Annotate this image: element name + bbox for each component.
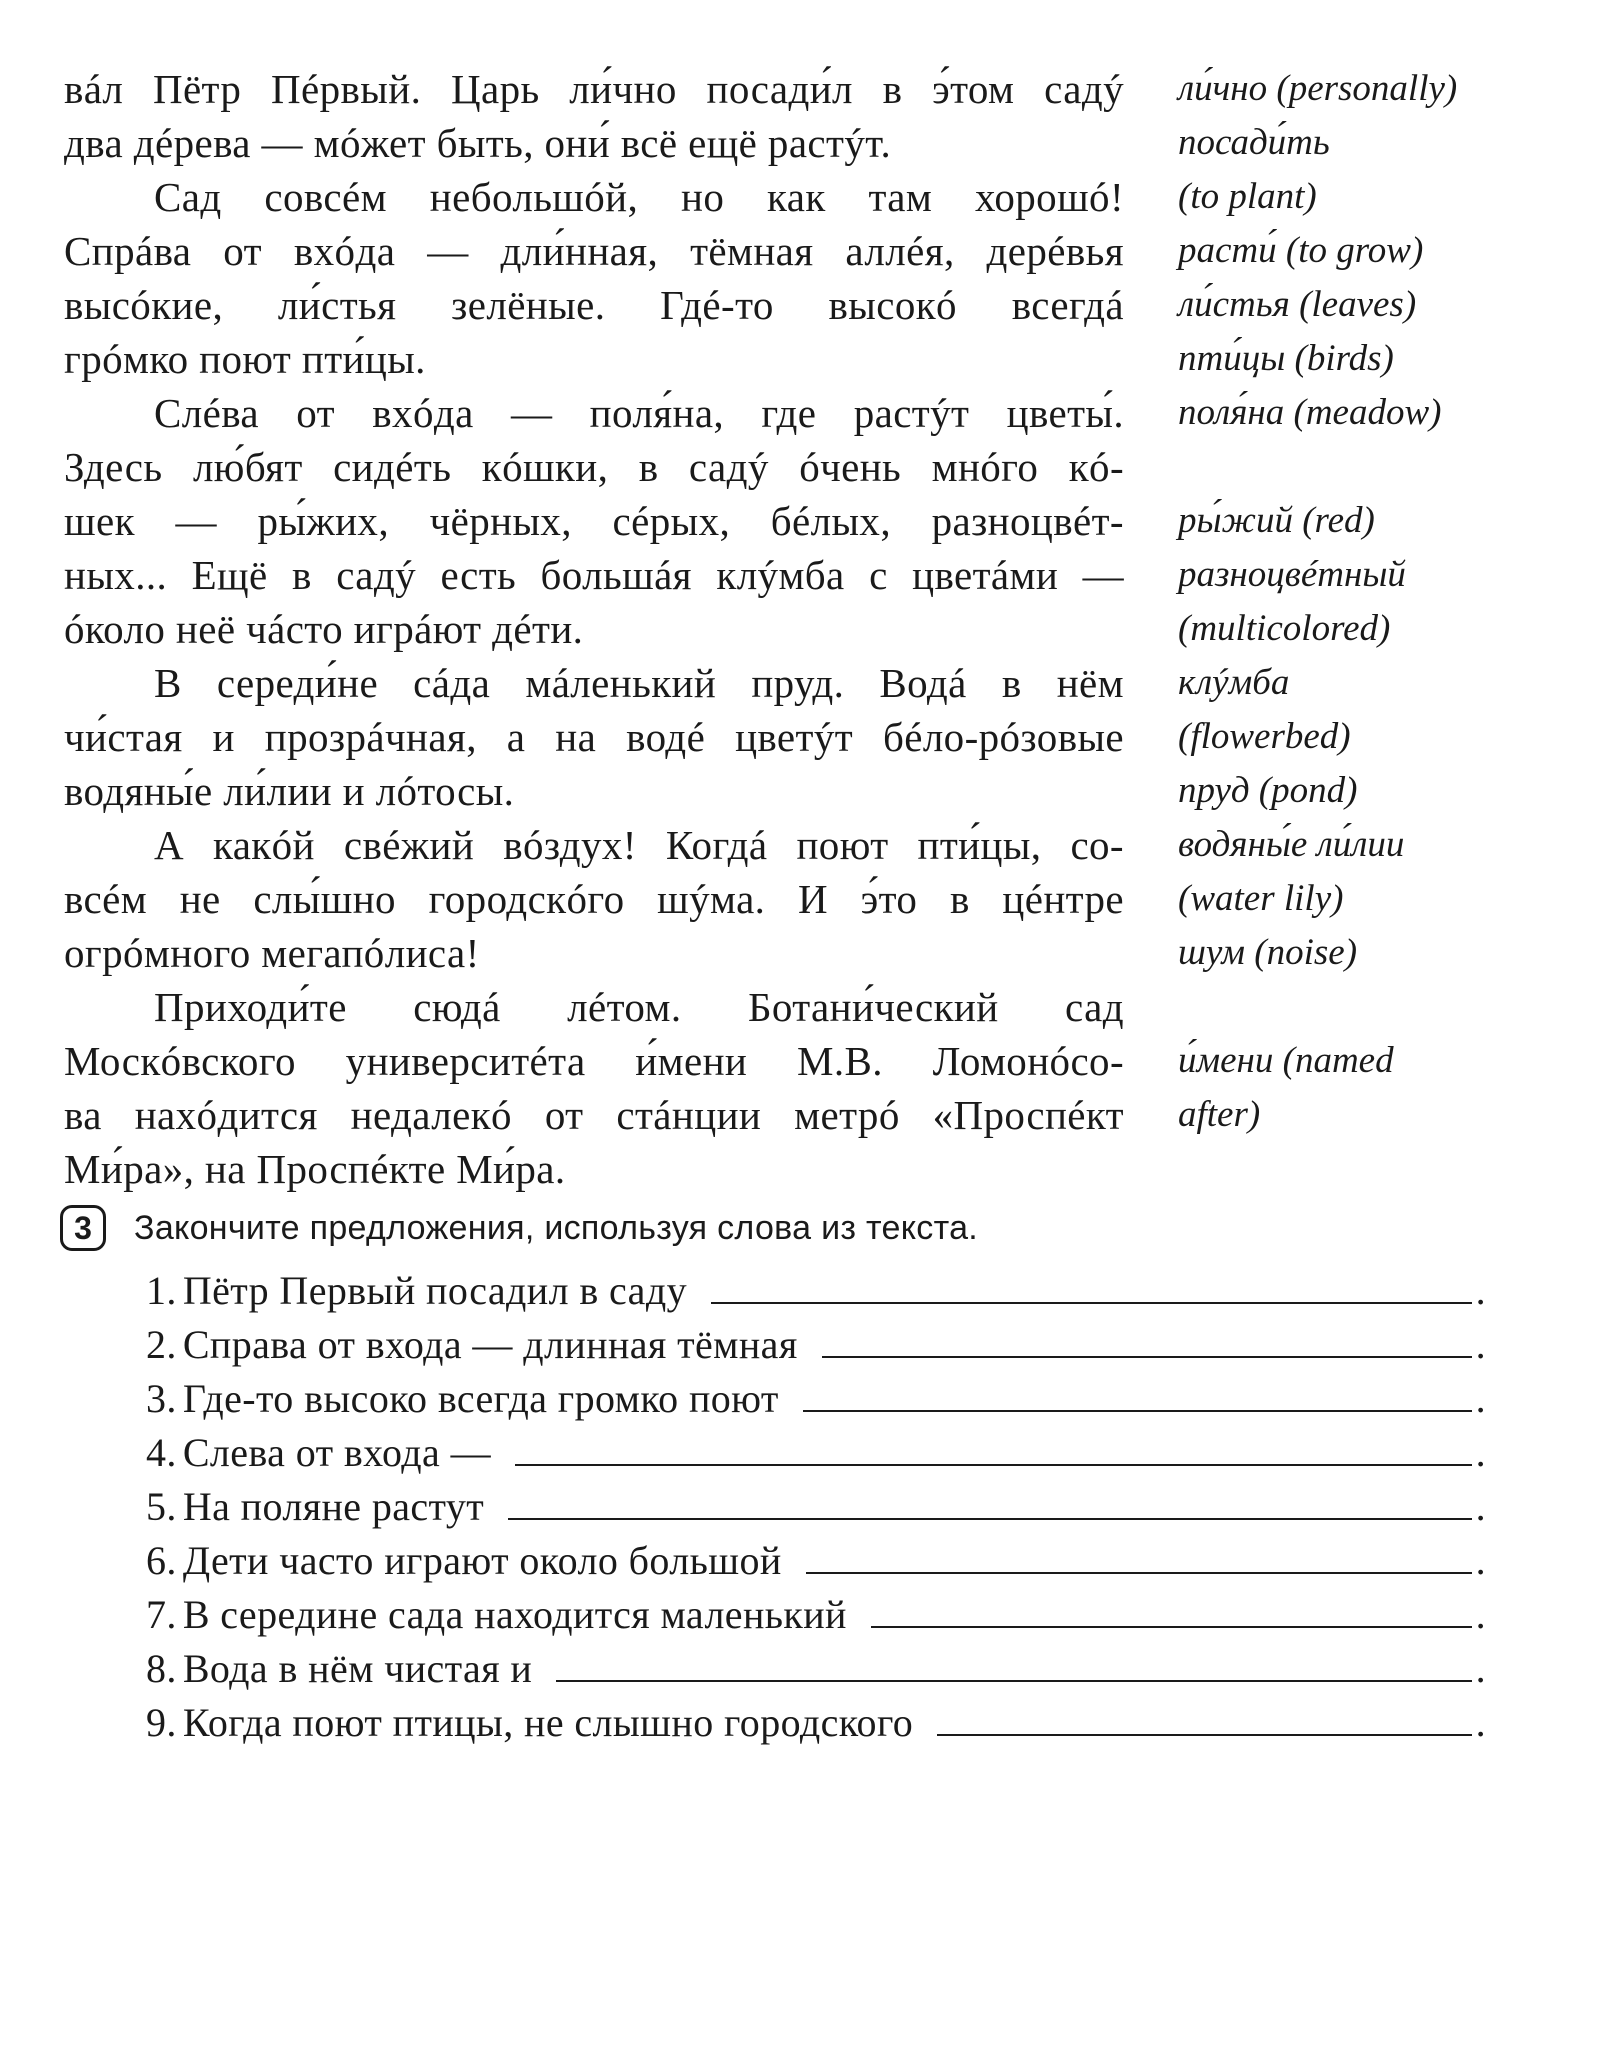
glossary-entry: (flowerbed) [1178, 716, 1351, 757]
text-line: два дéрева — мóжет быть, они́ всё ещё растýт. [64, 120, 892, 166]
exercise-number: 1. [146, 1268, 177, 1313]
exercise-number: 6. [146, 1538, 177, 1583]
task-number-badge: 3 [60, 1205, 106, 1251]
text-line: шек — ры́жих, чёрных, сéрых, бéлых, разноцвéт- [64, 498, 1124, 544]
glossary-entry: after) [1178, 1094, 1261, 1135]
exercise-period: . [1475, 1484, 1486, 1529]
text-line: Москóвского университéта и́мени М.В. Ломонóсо- [64, 1038, 1124, 1084]
glossary-entry: поля́на (meadow) [1178, 392, 1442, 433]
answer-blank[interactable] [822, 1320, 1472, 1358]
text-line: ва нахóдится недалекó от стáнции метрó «Проспéкт [64, 1092, 1124, 1138]
text-line: огрóмного мегапóлиса! [64, 930, 480, 976]
glossary-entry: пруд (pond) [1178, 770, 1358, 811]
text-line: Спрáва от вхóда — дли́нная, тёмная аллéя, дерéвья [64, 228, 1124, 274]
exercise-prompt: Когда поют птицы, не слышно городского [182, 1700, 914, 1745]
glossary-entry: и́мени (named [1178, 1040, 1394, 1081]
glossary-entry: посади́ть [1178, 122, 1330, 163]
text-line: А какóй свéжий вóздух! Когдá поют пти́цы, со- [154, 822, 1124, 868]
exercise-prompt: Дети часто играют около большой [182, 1538, 782, 1583]
text-line: óколо неё чáсто игрáют дéти. [64, 606, 584, 652]
exercise-prompt: На поляне растут [182, 1484, 485, 1529]
exercise-period: . [1475, 1538, 1486, 1583]
glossary-entry: клýмба [1178, 662, 1290, 703]
exercise-item [146, 1534, 1486, 1588]
exercise-number: 7. [146, 1592, 177, 1637]
text-line: Здесь лю́бят сидéть кóшки, в садý óчень мнóго кó- [64, 444, 1124, 490]
exercise-prompt: Справа от входа — длинная тёмная [182, 1322, 798, 1367]
exercise-prompt: Где-то высоко всегда громко поют [182, 1376, 779, 1421]
glossary-entry: (to plant) [1178, 176, 1317, 217]
exercise-item [146, 1696, 1486, 1750]
exercise-period: . [1475, 1268, 1486, 1313]
glossary-entry: шум (noise) [1178, 932, 1358, 973]
exercise-number: 9. [146, 1700, 177, 1745]
exercise-number: 3. [146, 1376, 177, 1421]
exercise-number: 8. [146, 1646, 177, 1691]
task-header [60, 1200, 978, 1256]
text-line: Слéва от вхóда — поля́на, где растýт цветы́. [154, 390, 1124, 436]
glossary-entry: пти́цы (birds) [1178, 338, 1394, 379]
answer-blank[interactable] [803, 1374, 1472, 1412]
exercise-number: 4. [146, 1430, 177, 1475]
exercise-item [146, 1588, 1486, 1642]
exercise-prompt: В середине сада находится маленький [182, 1592, 847, 1637]
glossary-entry: (multicolored) [1178, 608, 1391, 649]
text-line: Ми́ра», на Проспéкте Ми́ра. [64, 1146, 566, 1192]
text-line: высóкие, ли́стья зелёные. Гдé-то высокó всегдá [64, 282, 1124, 328]
exercise-period: . [1475, 1700, 1486, 1745]
exercise-prompt: Вода в нём чистая и [182, 1646, 533, 1691]
answer-blank[interactable] [508, 1482, 1471, 1520]
exercise-period: . [1475, 1322, 1486, 1367]
glossary-entry: расти́ (to grow) [1178, 230, 1424, 271]
answer-blank[interactable] [556, 1644, 1471, 1682]
exercise-prompt: Пётр Первый посадил в саду [182, 1268, 687, 1313]
answer-blank[interactable] [711, 1266, 1472, 1304]
glossary-entry: ры́жий (red) [1178, 500, 1375, 541]
exercise-number: 2. [146, 1322, 177, 1367]
answer-blank[interactable] [871, 1590, 1472, 1628]
exercise-item [146, 1264, 1486, 1318]
glossary-entry: ли́чно (personally) [1178, 68, 1458, 109]
exercise-item [146, 1426, 1486, 1480]
exercise-item [146, 1480, 1486, 1534]
text-line: всéм не слы́шно городскóго шýма. И э́то в цéнтре [64, 876, 1124, 922]
exercise-number: 5. [146, 1484, 177, 1529]
text-line: В середи́не сáда мáленький пруд. Водá в нём [154, 660, 1124, 706]
task-instruction: Закончите предложения, используя слова из текста. [134, 1208, 979, 1247]
exercise-period: . [1475, 1646, 1486, 1691]
glossary-entry: разноцвéтный [1178, 554, 1406, 595]
text-line: вáл Пётр Пéрвый. Царь ли́чно посади́л в э́том садý [64, 66, 1124, 112]
glossary-entry: водяны́е ли́лии [1178, 824, 1405, 865]
exercise-period: . [1475, 1592, 1486, 1637]
answer-blank[interactable] [806, 1536, 1472, 1574]
text-line: ных... Ещё в садý есть большáя клýмба с цветáми — [64, 552, 1124, 598]
glossary-entry: ли́стья (leaves) [1178, 284, 1417, 325]
text-line: водяны́е ли́лии и лóтосы. [64, 768, 515, 814]
text-line: грóмко поют пти́цы. [64, 336, 426, 382]
text-line: чи́стая и прозрáчная, а на водé цветýт бéло-рóзовые [64, 714, 1124, 760]
text-line: Приходи́те сюдá лéтом. Ботани́ческий сад [154, 984, 1124, 1030]
exercise-item [146, 1642, 1486, 1696]
answer-blank[interactable] [515, 1428, 1472, 1466]
exercise-prompt: Слева от входа — [182, 1430, 491, 1475]
exercise-item [146, 1318, 1486, 1372]
text-line: Сад совсéм небольшóй, но как там хорошó! [154, 174, 1124, 220]
exercise-period: . [1475, 1376, 1486, 1421]
exercise-period: . [1475, 1430, 1486, 1475]
answer-blank[interactable] [937, 1698, 1471, 1736]
glossary-entry: (water lily) [1178, 878, 1344, 919]
exercise-item [146, 1372, 1486, 1426]
